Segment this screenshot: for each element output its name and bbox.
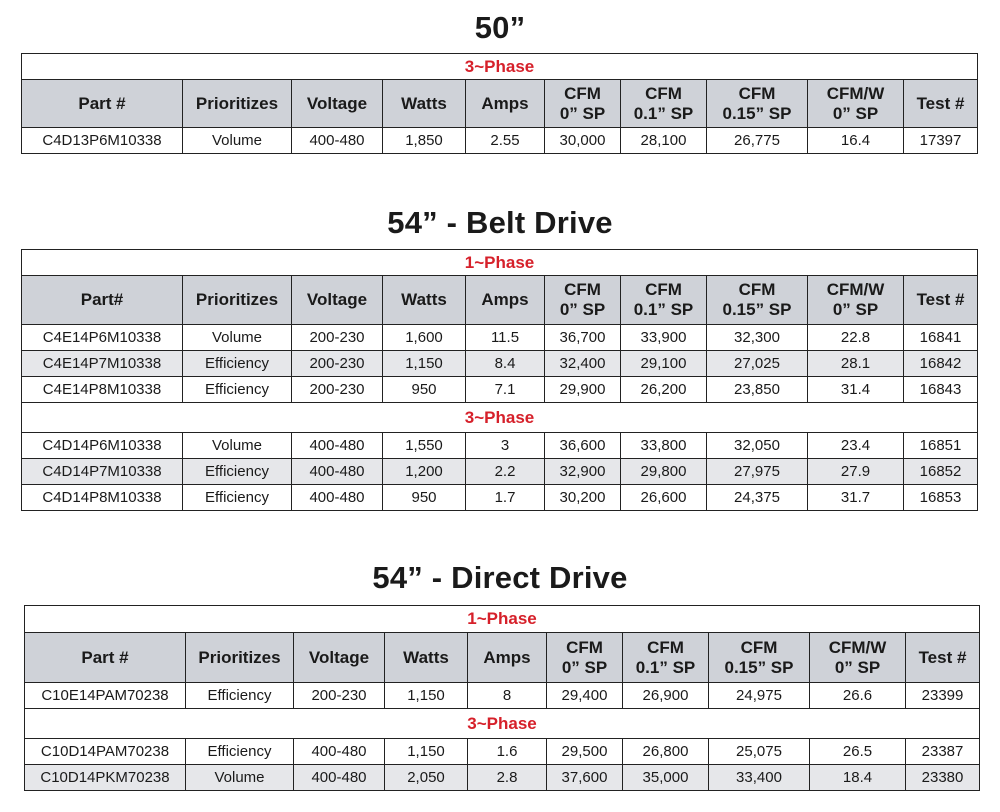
cell-test: 23380 [906,765,980,791]
cell-cfm-per-watt: 26.6 [810,683,906,709]
cell-amps: 1.7 [466,485,545,511]
col-header-amps: Amps [466,276,545,325]
cell-watts: 1,200 [383,459,466,485]
cell-cfm-01sp: 29,100 [621,351,707,377]
cell-watts: 1,150 [385,683,468,709]
col-header-part: Part # [25,633,186,683]
table-row [22,485,978,511]
table-row [22,377,978,403]
cell-prioritizes: Efficiency [183,351,292,377]
cell-prioritizes: Volume [183,433,292,459]
cell-cfm-015sp: 32,050 [707,433,808,459]
spec-table-belt-drive [21,249,978,511]
cell-cfm-per-watt: 27.9 [808,459,904,485]
header-row [22,276,978,325]
cell-amps: 2.8 [468,765,547,791]
cell-amps: 2.2 [466,459,545,485]
cell-voltage: 400-480 [292,459,383,485]
table-row [25,683,980,709]
cell-voltage: 400-480 [292,433,383,459]
col-header-test: Test # [904,80,978,128]
cell-cfm-015sp: 27,975 [707,459,808,485]
cell-cfm-0sp: 30,200 [545,485,621,511]
cell-cfm-015sp: 25,075 [709,739,810,765]
table-row [22,351,978,377]
cell-cfm-per-watt: 18.4 [810,765,906,791]
table-row [22,128,978,154]
cell-cfm-01sp: 26,600 [621,485,707,511]
cell-voltage: 400-480 [294,739,385,765]
cell-amps: 3 [466,433,545,459]
table-row [22,459,978,485]
col-header-prioritizes: Prioritizes [183,276,292,325]
cell-prioritizes: Volume [183,325,292,351]
col-header-cfm-per-watt: CFM/W 0” SP [808,80,904,128]
cell-voltage: 200-230 [292,325,383,351]
cell-cfm-0sp: 29,500 [547,739,623,765]
cell-cfm-01sp: 29,800 [621,459,707,485]
col-header-cfm-0sp: CFM 0” SP [545,80,621,128]
cell-test: 16842 [904,351,978,377]
col-header-watts: Watts [383,276,466,325]
cell-part: C4D13P6M10338 [22,128,183,154]
phase-label: 3~Phase [25,709,980,739]
cell-watts: 1,150 [385,739,468,765]
col-header-voltage: Voltage [294,633,385,683]
cell-amps: 1.6 [468,739,547,765]
phase-label: 1~Phase [22,250,978,276]
col-header-prioritizes: Prioritizes [183,80,292,128]
cell-watts: 1,150 [383,351,466,377]
cell-cfm-015sp: 32,300 [707,325,808,351]
cell-prioritizes: Volume [186,765,294,791]
cell-test: 23399 [906,683,980,709]
cell-cfm-per-watt: 22.8 [808,325,904,351]
section-title-direct-drive: 54” - Direct Drive [372,560,628,595]
cell-part: C4D14P8M10338 [22,485,183,511]
table-row [22,433,978,459]
phase-label: 3~Phase [22,54,978,80]
col-header-prioritizes: Prioritizes [186,633,294,683]
cell-cfm-per-watt: 26.5 [810,739,906,765]
cell-part: C10D14PAM70238 [25,739,186,765]
cell-voltage: 200-230 [292,351,383,377]
col-header-cfm-01sp: CFM 0.1” SP [623,633,709,683]
cell-watts: 950 [383,377,466,403]
col-header-voltage: Voltage [292,80,383,128]
phase-label: 1~Phase [25,606,980,633]
cell-part: C4E14P8M10338 [22,377,183,403]
cell-test: 17397 [904,128,978,154]
cell-prioritizes: Efficiency [183,459,292,485]
col-header-cfm-01sp: CFM 0.1” SP [621,276,707,325]
cell-watts: 1,850 [383,128,466,154]
cell-test: 16852 [904,459,978,485]
cell-cfm-0sp: 32,400 [545,351,621,377]
col-header-watts: Watts [385,633,468,683]
cell-amps: 8.4 [466,351,545,377]
col-header-cfm-0sp: CFM 0” SP [545,276,621,325]
section-title-belt-drive: 54” - Belt Drive [387,205,613,240]
table-row [25,739,980,765]
col-header-part: Part# [22,276,183,325]
cell-part: C4E14P7M10338 [22,351,183,377]
cell-watts: 1,550 [383,433,466,459]
cell-part: C4E14P6M10338 [22,325,183,351]
section-title-50: 50” [474,10,526,45]
cell-cfm-per-watt: 31.4 [808,377,904,403]
col-header-cfm-per-watt: CFM/W 0” SP [810,633,906,683]
col-header-cfm-per-watt: CFM/W 0” SP [808,276,904,325]
col-header-watts: Watts [383,80,466,128]
cell-cfm-0sp: 29,900 [545,377,621,403]
table-row [22,325,978,351]
header-row [25,633,980,683]
cell-cfm-01sp: 26,200 [621,377,707,403]
cell-part: C4D14P7M10338 [22,459,183,485]
cell-cfm-0sp: 30,000 [545,128,621,154]
col-header-cfm-0sp: CFM 0” SP [547,633,623,683]
cell-cfm-0sp: 32,900 [545,459,621,485]
col-header-cfm-015sp: CFM 0.15” SP [707,276,808,325]
col-header-cfm-015sp: CFM 0.15” SP [707,80,808,128]
cell-prioritizes: Efficiency [186,683,294,709]
cell-cfm-01sp: 28,100 [621,128,707,154]
cell-cfm-015sp: 24,375 [707,485,808,511]
cell-test: 16853 [904,485,978,511]
cell-cfm-01sp: 33,900 [621,325,707,351]
cell-cfm-0sp: 29,400 [547,683,623,709]
cell-cfm-01sp: 26,800 [623,739,709,765]
cell-amps: 2.55 [466,128,545,154]
cell-voltage: 400-480 [294,765,385,791]
cell-amps: 11.5 [466,325,545,351]
spec-table-direct-drive [24,605,980,791]
cell-cfm-01sp: 26,900 [623,683,709,709]
cell-prioritizes: Efficiency [186,739,294,765]
cell-cfm-per-watt: 23.4 [808,433,904,459]
col-header-test: Test # [906,633,980,683]
cell-amps: 7.1 [466,377,545,403]
cell-test: 16841 [904,325,978,351]
phase-label: 3~Phase [22,403,978,433]
cell-cfm-per-watt: 16.4 [808,128,904,154]
cell-cfm-01sp: 35,000 [623,765,709,791]
cell-voltage: 200-230 [294,683,385,709]
cell-amps: 8 [468,683,547,709]
cell-watts: 2,050 [385,765,468,791]
cell-test: 23387 [906,739,980,765]
col-header-amps: Amps [466,80,545,128]
cell-cfm-015sp: 27,025 [707,351,808,377]
cell-cfm-0sp: 36,700 [545,325,621,351]
cell-cfm-0sp: 36,600 [545,433,621,459]
col-header-cfm-01sp: CFM 0.1” SP [621,80,707,128]
cell-cfm-015sp: 23,850 [707,377,808,403]
cell-part: C10D14PKM70238 [25,765,186,791]
cell-part: C10E14PAM70238 [25,683,186,709]
cell-cfm-per-watt: 31.7 [808,485,904,511]
cell-cfm-015sp: 26,775 [707,128,808,154]
cell-cfm-015sp: 24,975 [709,683,810,709]
cell-test: 16851 [904,433,978,459]
cell-test: 16843 [904,377,978,403]
header-row [22,80,978,128]
col-header-test: Test # [904,276,978,325]
spec-table-50 [21,53,978,154]
cell-prioritizes: Efficiency [183,485,292,511]
col-header-amps: Amps [468,633,547,683]
cell-cfm-01sp: 33,800 [621,433,707,459]
col-header-cfm-015sp: CFM 0.15” SP [709,633,810,683]
cell-voltage: 400-480 [292,485,383,511]
col-header-voltage: Voltage [292,276,383,325]
cell-watts: 1,600 [383,325,466,351]
cell-cfm-015sp: 33,400 [709,765,810,791]
cell-cfm-0sp: 37,600 [547,765,623,791]
cell-prioritizes: Volume [183,128,292,154]
cell-voltage: 400-480 [292,128,383,154]
cell-cfm-per-watt: 28.1 [808,351,904,377]
cell-prioritizes: Efficiency [183,377,292,403]
cell-voltage: 200-230 [292,377,383,403]
cell-part: C4D14P6M10338 [22,433,183,459]
table-row [25,765,980,791]
col-header-part: Part # [22,80,183,128]
cell-watts: 950 [383,485,466,511]
